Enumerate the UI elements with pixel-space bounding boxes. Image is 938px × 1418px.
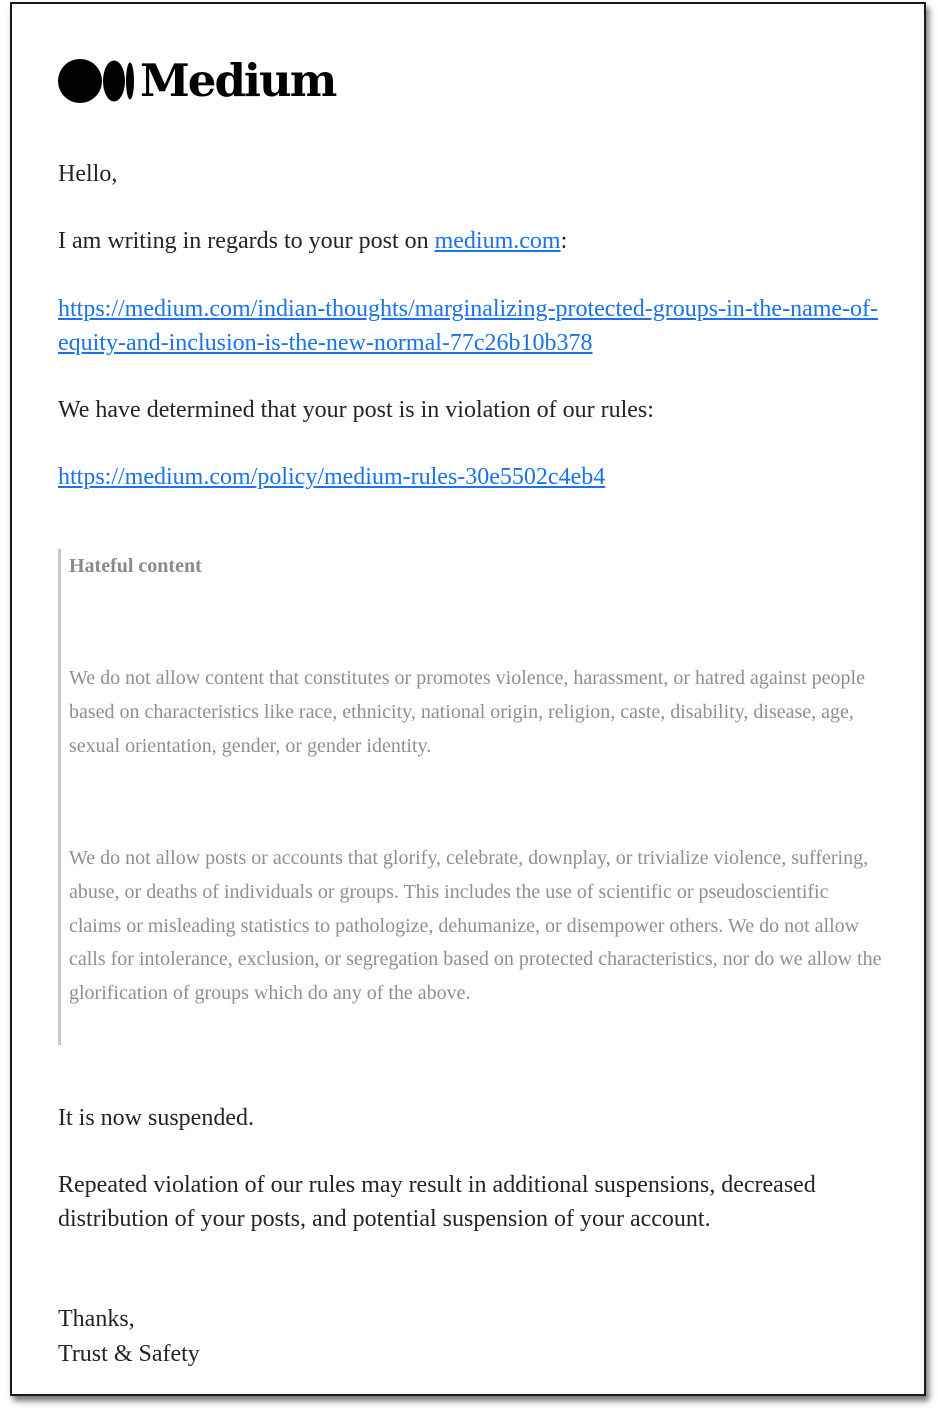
intro-line bbox=[58, 224, 888, 258]
logo-wordmark: Medium bbox=[140, 54, 336, 107]
rules-link[interactable]: https://medium.com/policy/medium-rules-30e5502c4eb4 bbox=[58, 464, 606, 490]
rules-blockquote bbox=[58, 549, 888, 1045]
intro-prefix: I am writing in regards to your post on bbox=[58, 228, 435, 254]
rules-url-line bbox=[58, 460, 888, 494]
suspended-text: It is now suspended. bbox=[58, 1105, 254, 1131]
warning-text: Repeated violation of our rules may result in additional suspensions, decreased distribution of your posts, and potential suspension of your account. bbox=[58, 1172, 816, 1232]
quote-paragraph-2: We do not allow posts or accounts that glorify, celebrate, downplay, or trivialize violence, suffering, abuse, or deaths of individuals or groups. This includes the use of scientific or pseudoscientific claims or misleading statistics to pathologize, dehumanize, or disempower others. We do not allow calls for intolerance, exclusion, or segregation based on protected characteristics, nor do we allow the glorification of groups which do any of the above. bbox=[69, 847, 882, 1005]
medium-logo[interactable] bbox=[58, 56, 335, 106]
intro-suffix: : bbox=[560, 228, 568, 254]
violation-text: We have determined that your post is in violation of our rules: bbox=[58, 397, 654, 423]
post-link[interactable]: https://medium.com/indian-thoughts/marginalizing-protected-groups-in-the-name-of-equity-and-inclusion-is-the-new-normal-77c26b10b378 bbox=[58, 296, 879, 356]
signoff: Thanks, bbox=[58, 1306, 135, 1332]
greeting: Hello, bbox=[58, 161, 118, 187]
medium-home-link[interactable]: medium.com bbox=[434, 228, 561, 254]
signature: Trust & Safety bbox=[58, 1341, 200, 1367]
quote-paragraph-1: We do not allow content that constitutes or promotes violence, harassment, or hatred against people based on characteristics like race, ethnicity, national origin, religion, caste, disability, disease, age, sexual orientation, gender, or gender identity. bbox=[69, 667, 865, 757]
quote-title: Hateful content bbox=[69, 555, 202, 577]
email-card bbox=[10, 2, 926, 1396]
medium-logo-icon bbox=[58, 59, 134, 103]
post-url-line bbox=[58, 292, 888, 360]
